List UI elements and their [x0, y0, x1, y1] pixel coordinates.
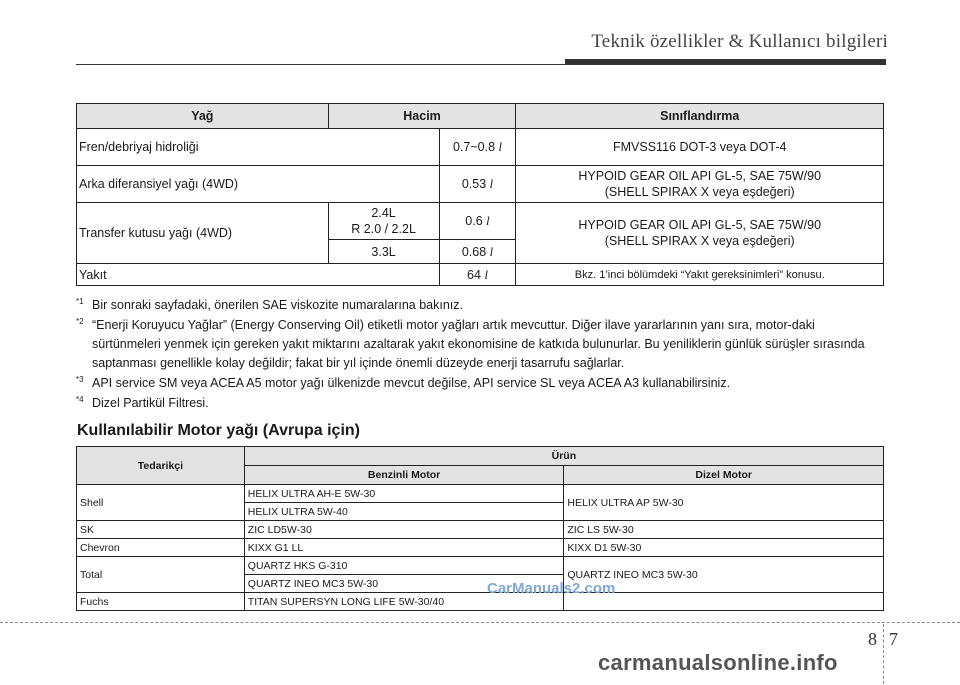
petrol-oil: KIXX G1 LL	[244, 539, 564, 557]
table-header-row	[77, 104, 884, 129]
supplier-name: Chevron	[77, 539, 245, 557]
diesel-oil: QUARTZ INEO MC3 5W-30	[564, 557, 884, 593]
header-oil: Yağ	[77, 104, 329, 129]
footer-vertical-divider	[883, 624, 884, 684]
petrol-oil: TITAN SUPERSYN LONG LIFE 5W-30/40	[244, 593, 564, 611]
footnote: *1 Bir sonraki sayfadaki, önerilen SAE viskozite numaralarına bakınız.	[76, 297, 464, 312]
diesel-oil: HELIX ULTRA AP 5W-30	[564, 485, 884, 521]
header-product: Ürün	[244, 447, 883, 466]
footnote: *3 API service SM veya ACEA A5 motor yağı ülkenizde mevcut değilse, API service SL veya ACEA A3 kullanabilirsiniz.	[76, 375, 731, 390]
diesel-oil: KIXX D1 5W-30	[564, 539, 884, 557]
page-number-right: 7	[889, 629, 898, 649]
table-row	[77, 539, 884, 557]
table-row	[77, 129, 884, 166]
row-class: FMVSS116 DOT-3 veya DOT-4	[516, 129, 884, 166]
row-name: Yakıt	[77, 264, 440, 286]
header-supplier: Tedarikçi	[77, 447, 245, 485]
oil-table	[76, 103, 884, 286]
table-row	[77, 203, 884, 240]
header-diesel: Dizel Motor	[564, 466, 884, 485]
row-class: Bkz. 1’inci bölümdeki “Yakıt gereksinimleri” konusu.	[516, 264, 884, 286]
section-title: Kullanılabilir Motor yağı (Avrupa için)	[77, 422, 360, 439]
petrol-oil: HELIX ULTRA 5W-40	[244, 503, 564, 521]
row-name: Transfer kutusu yağı (4WD)	[77, 203, 329, 264]
footnote: *2 “Enerji Koruyucu Yağlar” (Energy Conserving Oil) etiketli motor yağları artık mevcuttur. Diğer ilave yararlarının yanı sıra, motor-daki sürtünmeleri yenmek için gereken yakıt miktarını azaltarak yakıt ekonomisine de katkıda bulunurlar. Bu yeniliklerin günlük sürüşler sırasında saptanması genellikle kolay değildir; fakat bir yıl içinde önemli düzeyde enerji tasarrufu sağlarlar.	[76, 317, 865, 370]
table-row	[77, 593, 884, 611]
table-row	[77, 264, 884, 286]
header-petrol: Benzinli Motor	[244, 466, 564, 485]
supplier-name: Shell	[77, 485, 245, 521]
header-classification: Sınıflandırma	[516, 104, 884, 129]
footer-divider	[0, 622, 960, 623]
row-name: Fren/debriyaj hidroliği	[77, 129, 440, 166]
table-row	[77, 485, 884, 503]
diesel-oil: ZIC LS 5W-30	[564, 521, 884, 539]
watermark-link[interactable]: CarManuals2.com	[487, 580, 616, 597]
header-title: Teknik özellikler & Kullanıcı bilgileri	[591, 31, 888, 52]
table-row	[77, 557, 884, 575]
petrol-oil: QUARTZ INEO MC3 5W-30	[244, 575, 564, 593]
petrol-oil: HELIX ULTRA AH-E 5W-30	[244, 485, 564, 503]
table-row	[77, 521, 884, 539]
table-row	[77, 166, 884, 203]
supplier-name: Fuchs	[77, 593, 245, 611]
row-volume: 0.68 l	[439, 240, 516, 264]
header-rule	[76, 64, 886, 65]
row-volume: 0.6 l	[439, 203, 516, 240]
row-volume: 0.53 l	[439, 166, 516, 203]
footer-site-link[interactable]: carmanualsonline.info	[598, 650, 838, 675]
row-engine: 3.3L	[328, 240, 439, 264]
supplier-name: Total	[77, 557, 245, 593]
header-volume: Hacim	[328, 104, 516, 129]
petrol-oil: QUARTZ HKS G-310	[244, 557, 564, 575]
engine-oil-table	[76, 446, 884, 611]
petrol-oil: ZIC LD5W-30	[244, 521, 564, 539]
row-class: HYPOID GEAR OIL API GL-5, SAE 75W/90 (SHELL SPIRAX X veya eşdeğeri)	[516, 203, 884, 264]
footnote: *4 Dizel Partikül Filtresi.	[76, 395, 209, 410]
row-class: HYPOID GEAR OIL API GL-5, SAE 75W/90 (SHELL SPIRAX X veya eşdeğeri)	[516, 166, 884, 203]
row-volume: 0.7~0.8 l	[439, 129, 516, 166]
supplier-name: SK	[77, 521, 245, 539]
footnotes	[76, 296, 884, 413]
row-name: Arka diferansiyel yağı (4WD)	[77, 166, 440, 203]
table-header-row	[77, 447, 884, 466]
page-number-left: 8	[868, 629, 877, 649]
row-engine: 2.4L R 2.0 / 2.2L	[328, 203, 439, 240]
row-volume: 64 l	[439, 264, 516, 286]
